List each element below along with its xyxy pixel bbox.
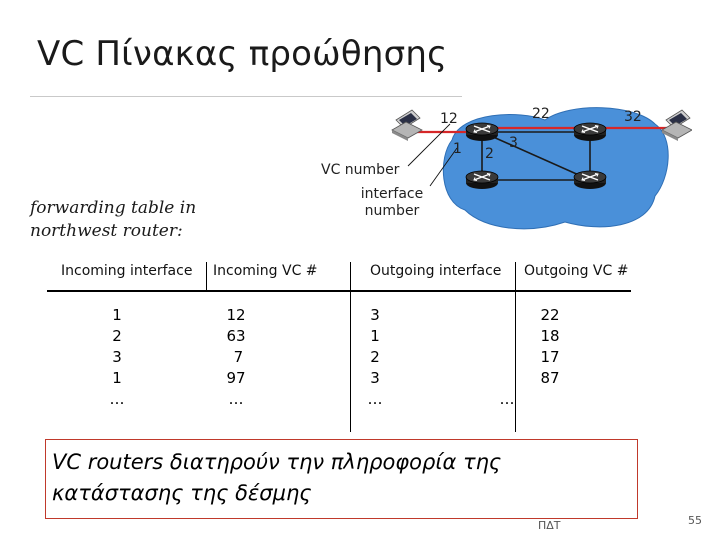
caption-line-1: forwarding table in <box>30 198 197 218</box>
router-southwest <box>466 171 498 189</box>
title-divider <box>30 96 462 97</box>
note-text <box>52 447 501 509</box>
column-divider-1 <box>206 262 207 290</box>
host-left-computer-icon <box>392 110 422 141</box>
interface-label-2: 2 <box>485 146 494 162</box>
column-incoming-vc: 12 63 7 97 … <box>226 306 246 408</box>
note-line-1: VC routers διατηρούν την πληροφορία της <box>52 450 502 474</box>
column-outgoing-interface: 3 1 2 3 … <box>367 306 383 408</box>
header-outgoing-interface: Outgoing interface <box>370 263 502 279</box>
interface-label-1: 1 <box>453 141 462 157</box>
table-header-rule <box>47 290 631 292</box>
host-right-computer-icon <box>662 110 692 141</box>
header-incoming-vc: Incoming VC # <box>213 263 318 279</box>
column-incoming-interface: 1 2 3 1 … <box>109 306 125 408</box>
header-outgoing-vc: Outgoing VC # <box>524 263 629 279</box>
forwarding-table-caption <box>30 197 196 243</box>
vc-number-label: VC number <box>321 162 400 178</box>
interface-number-label-line-2: number <box>364 203 420 219</box>
interface-number-label <box>352 186 432 220</box>
footer-label: ΠΔΤ <box>538 519 561 532</box>
note-line-2: κατάστασης της δέσμης <box>52 481 312 505</box>
interface-label-3: 3 <box>509 135 518 151</box>
link-label-32: 32 <box>624 109 642 125</box>
router-northeast <box>574 123 606 141</box>
column-outgoing-vc: 22 18 17 87 <box>540 306 560 387</box>
link-label-22: 22 <box>532 106 550 122</box>
network-diagram <box>370 98 692 250</box>
outgoing-vc-ellipsis: … <box>499 390 515 408</box>
interface-number-label-line-1: interface <box>360 186 424 202</box>
slide-title: VC Πίνακας προώθησης <box>37 34 448 74</box>
column-divider-2 <box>350 262 351 432</box>
page-number: 55 <box>688 514 702 527</box>
link-label-12: 12 <box>440 111 458 127</box>
header-incoming-interface: Incoming interface <box>61 263 193 279</box>
router-southeast <box>574 171 606 189</box>
router-northwest <box>466 123 498 141</box>
caption-line-2: northwest router: <box>30 221 183 241</box>
